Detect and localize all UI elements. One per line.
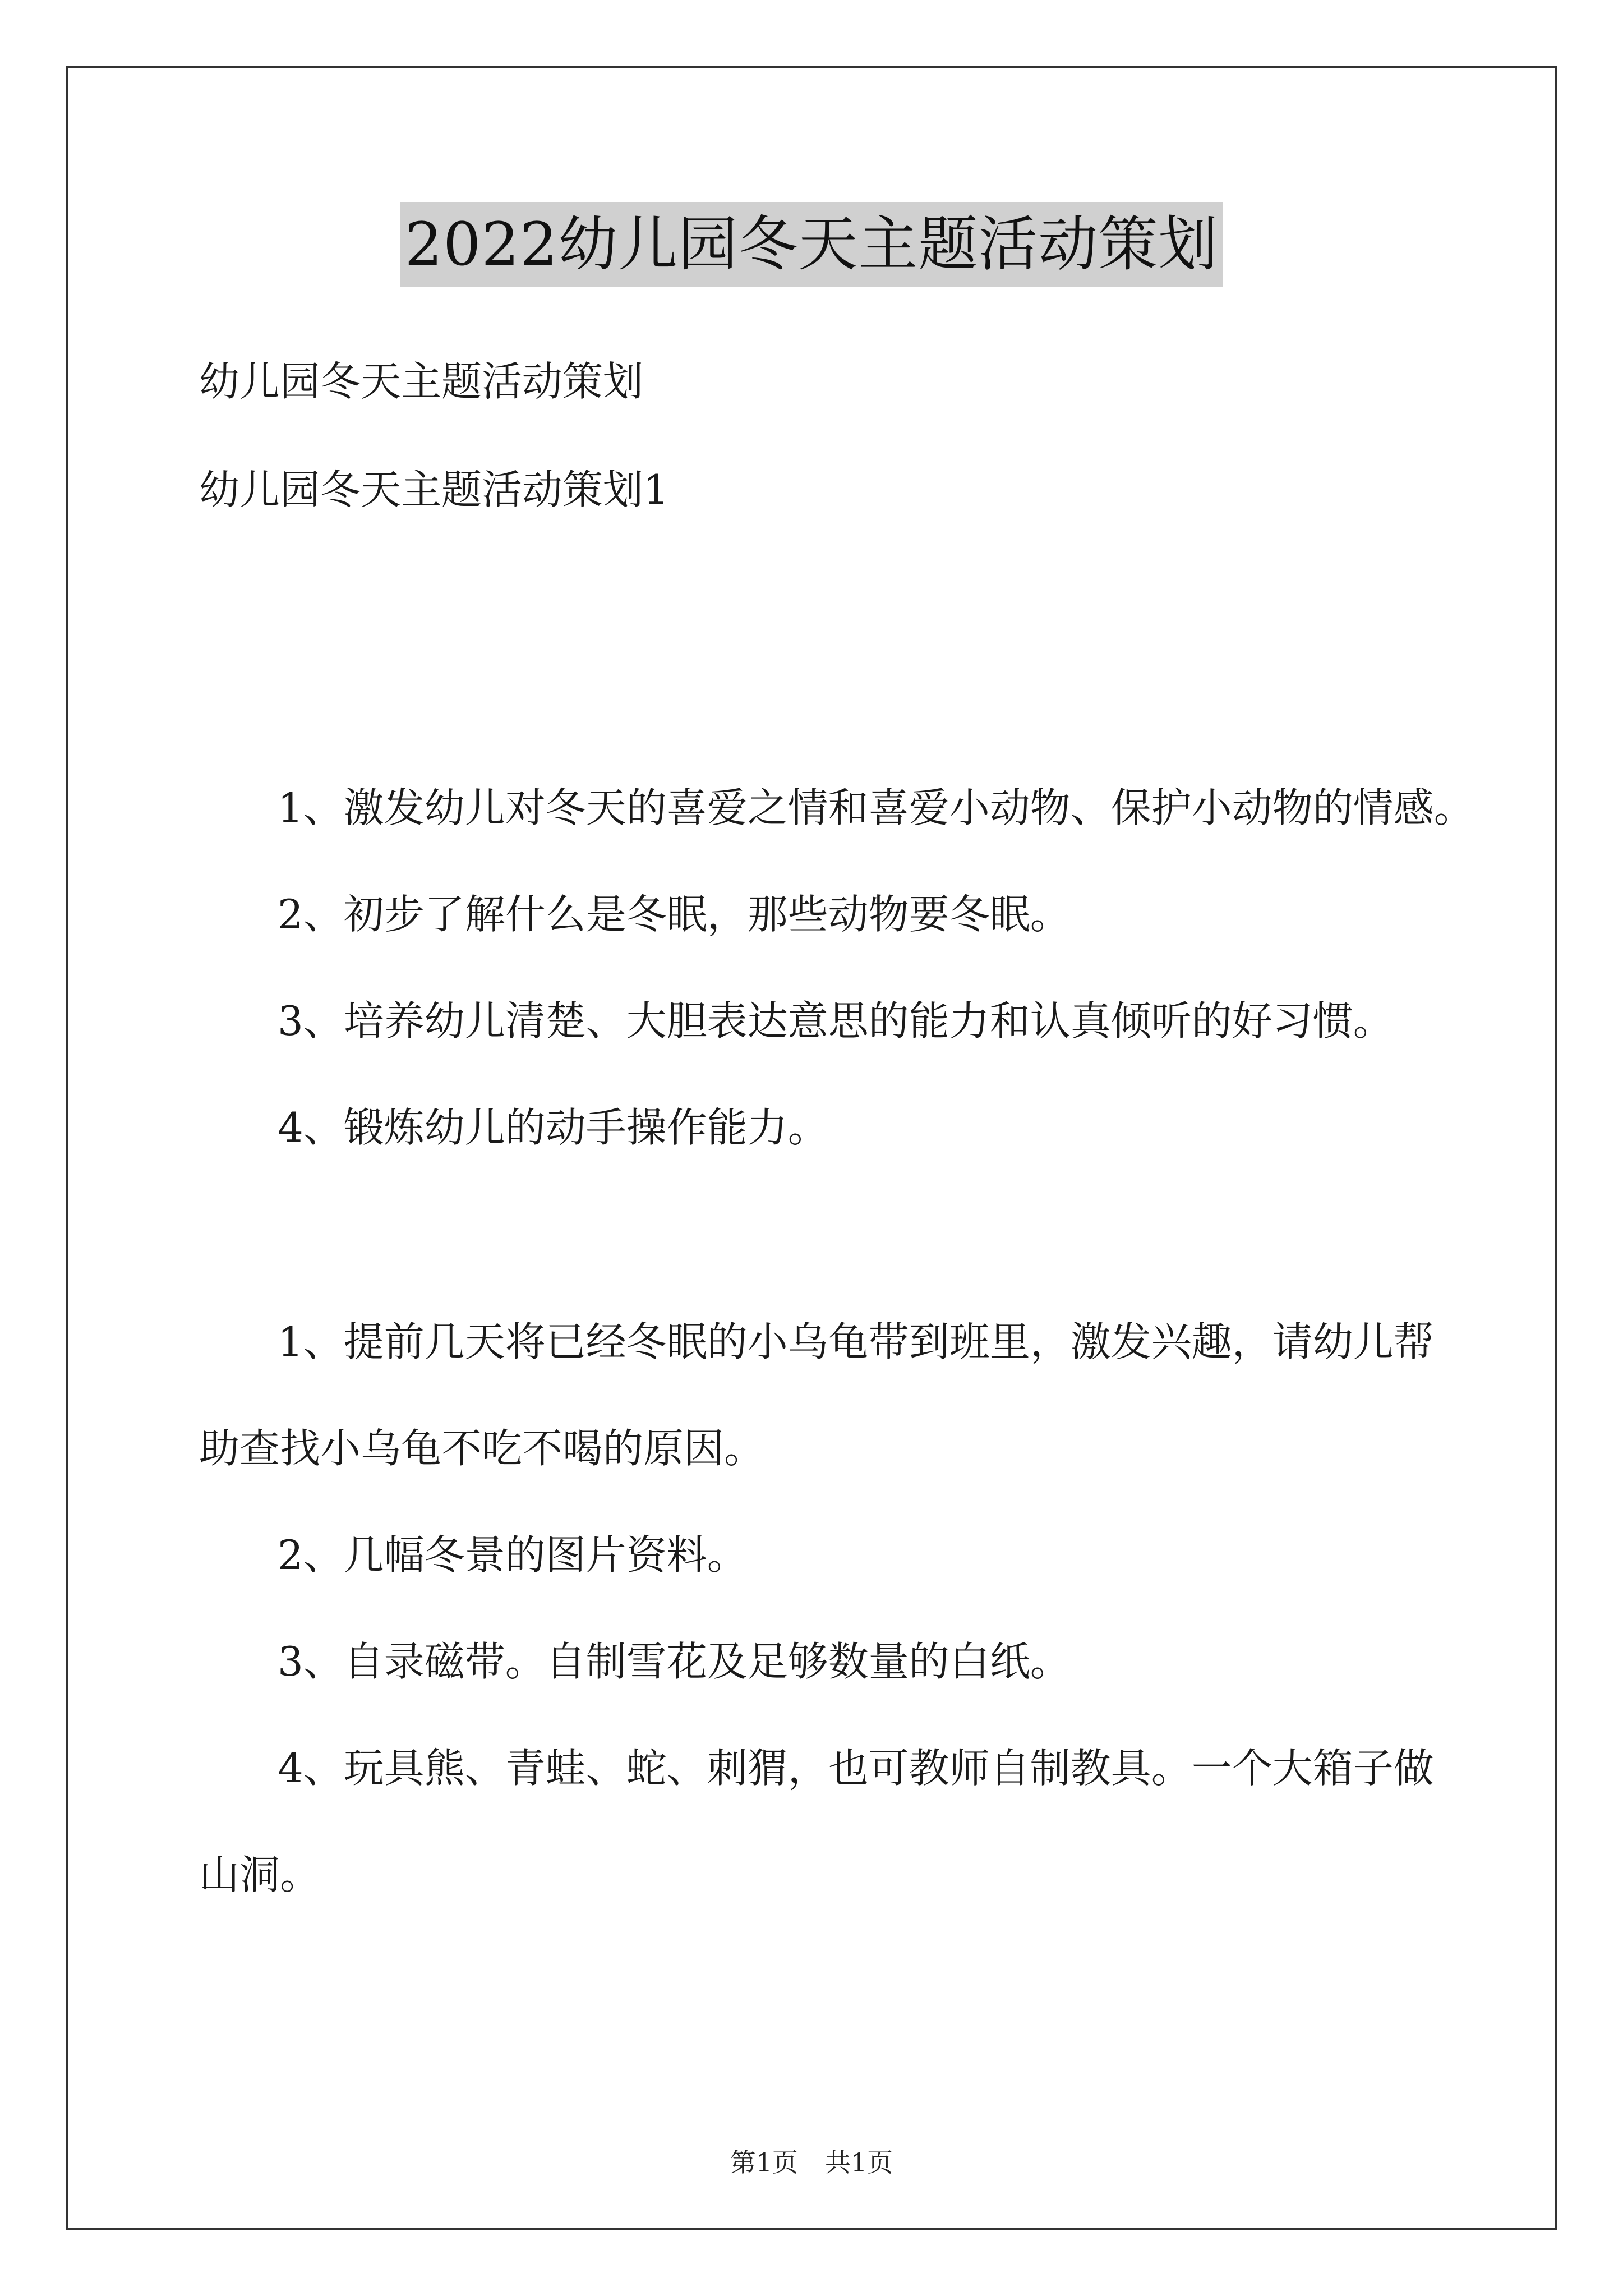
page-total: 共1页	[825, 2147, 893, 2178]
prep-item-2: 2、几幅冬景的图片资料。	[278, 1531, 748, 1579]
goal-item-4: 4、锻炼幼儿的动手操作能力。	[278, 1104, 828, 1151]
prep-item-4-line-1: 4、玩具熊、青蛙、蛇、刺猬，也可教师自制教具。一个大箱子做	[278, 1745, 1434, 1792]
goal-item-1: 1、激发幼儿对冬天的喜爱之情和喜爱小动物、保护小动物的情感。	[278, 784, 1474, 831]
section-heading: 幼儿园冬天主题活动策划1	[199, 466, 669, 513]
page-number: 第1页	[730, 2147, 798, 2178]
page-footer	[0, 2146, 1623, 2179]
prep-item-4-line-2: 山洞。	[199, 1851, 321, 1898]
goal-item-2: 2、初步了解什么是冬眠，那些动物要冬眠。	[278, 891, 1071, 938]
goal-item-3: 3、培养幼儿清楚、大胆表达意思的能力和认真倾听的好习惯。	[278, 997, 1394, 1045]
document-subtitle: 幼儿园冬天主题活动策划	[199, 358, 644, 405]
title-container	[0, 202, 1623, 287]
prep-item-1-line-2: 助查找小乌龟不吃不喝的原因。	[199, 1425, 765, 1472]
prep-item-3: 3、自录磁带。自制雪花及足够数量的白纸。	[278, 1638, 1071, 1685]
prep-item-1-line-1: 1、提前几天将已经冬眠的小乌龟带到班里，激发兴趣，请幼儿帮	[278, 1318, 1434, 1365]
document-title: 2022幼儿园冬天主题活动策划	[400, 202, 1223, 287]
